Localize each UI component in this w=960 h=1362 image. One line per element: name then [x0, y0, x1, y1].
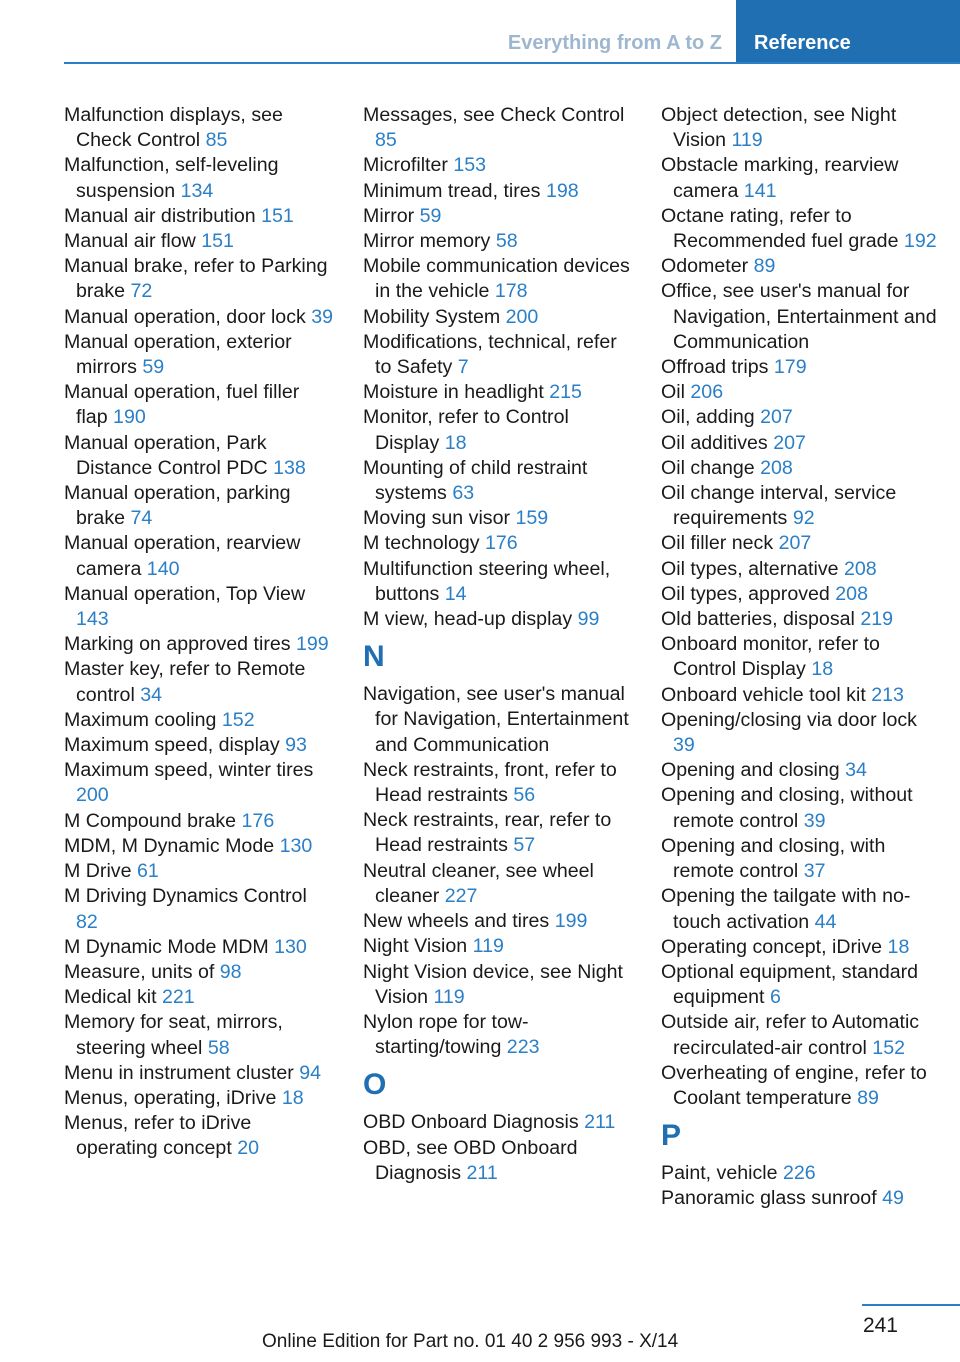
page-reference-link[interactable]: 57: [513, 834, 536, 857]
index-term: Panoramic glass sunroof: [661, 1187, 877, 1210]
index-entry: [661, 456, 941, 481]
index-term: Onboard vehicle tool kit: [661, 683, 866, 706]
index-term: Outside air, refer to Automatic recirculated-air control: [661, 1011, 920, 1059]
index-entry: [64, 582, 334, 632]
index-term: Malfunction, self-leveling suspension: [64, 154, 279, 202]
index-entry: [363, 682, 633, 758]
index-term: Oil, adding: [661, 406, 755, 429]
index-entry: [661, 683, 941, 708]
index-entry: [363, 380, 633, 405]
index-entry: [64, 758, 334, 808]
index-term: Office, see user's manual for Navigation, Entertainment and Communication: [661, 280, 937, 353]
index-term: Mobility System: [363, 305, 501, 328]
index-term: Oil types, alternative: [661, 557, 839, 580]
index-entry: [661, 935, 941, 960]
index-term: Memory for seat, mirrors, steering wheel: [64, 1011, 283, 1059]
index-entry: [661, 254, 941, 279]
page-reference-link[interactable]: 152: [872, 1036, 905, 1059]
index-term: Night Vision device, see Night Vision: [363, 960, 623, 1008]
index-entry: [363, 934, 633, 959]
index-term: M Driving Dynamics Control: [64, 885, 307, 908]
index-entry: [64, 481, 334, 531]
page-reference-link[interactable]: 18: [811, 658, 834, 681]
page-reference-link[interactable]: 119: [731, 129, 763, 152]
index-entry: [363, 254, 633, 304]
page-reference-link[interactable]: 18: [281, 1086, 304, 1109]
page-reference-link[interactable]: 198: [545, 179, 579, 202]
page-reference-link[interactable]: 99: [577, 608, 600, 631]
index-term: Paint, vehicle: [661, 1162, 778, 1185]
index-entry: [64, 330, 334, 380]
index-term: Opening and closing, without remote control: [661, 784, 913, 832]
page-reference-link[interactable]: 130: [279, 834, 313, 857]
page-reference-link[interactable]: 94: [299, 1061, 322, 1084]
index-term: Navigation, see user's manual for Navigation, Entertainment and Communication: [363, 683, 629, 756]
index-entry: [64, 960, 334, 985]
index-term: Menus, operating, iDrive: [64, 1086, 277, 1109]
index-term: Obstacle marking, rearview camera: [661, 154, 899, 202]
page-reference-link[interactable]: 192: [903, 230, 937, 253]
index-term: Menu in instrument cluster: [64, 1061, 294, 1084]
header-section-title: Everything from A to Z: [507, 32, 722, 54]
page-reference-link[interactable]: 200: [505, 305, 539, 328]
header-bar: [64, 0, 960, 64]
index-entry: [661, 279, 941, 355]
page-reference-link[interactable]: 200: [76, 784, 109, 807]
index-term: M Dynamic Mode MDM: [64, 935, 269, 958]
page-reference-link[interactable]: 20: [237, 1137, 260, 1160]
index-term: Maximum speed, winter tires: [64, 759, 314, 782]
page-reference-link[interactable]: 85: [375, 129, 397, 152]
index-entry: [661, 355, 941, 380]
page-reference-link[interactable]: 59: [142, 356, 165, 379]
index-term: Manual operation, exterior mirrors: [64, 330, 292, 379]
page-reference-link[interactable]: 141: [743, 179, 777, 202]
index-entry: [363, 557, 633, 607]
index-term: Master key, refer to Remote control: [64, 658, 306, 706]
index-entry: [363, 506, 633, 531]
index-entry: [64, 733, 334, 758]
index-term: Oil: [661, 381, 685, 404]
index-entry: [64, 884, 334, 934]
index-entry: [661, 481, 941, 531]
page-reference-link[interactable]: 49: [882, 1187, 904, 1210]
index-entry: [661, 1061, 941, 1111]
index-entry: [363, 103, 633, 153]
page-reference-link[interactable]: 39: [803, 809, 826, 832]
index-term: Onboard monitor, refer to Control Display: [661, 633, 880, 681]
index-term: M technology: [363, 532, 480, 555]
index-term: Manual air flow: [64, 230, 196, 253]
index-entry: [64, 809, 334, 834]
index-term: Nylon rope for tow-starting/towing: [363, 1010, 529, 1059]
index-entry: [661, 431, 941, 456]
index-term: OBD, see OBD Onboard Diagnosis: [363, 1136, 578, 1184]
index-entry: [363, 960, 633, 1010]
page-reference-link[interactable]: 34: [845, 759, 867, 782]
index-entry: [64, 254, 334, 304]
page-reference-link[interactable]: 18: [887, 935, 910, 958]
index-term: Menus, refer to iDrive operating concept: [64, 1112, 252, 1160]
index-letter-heading: P: [661, 1119, 682, 1153]
page-reference-link[interactable]: 85: [205, 129, 228, 152]
index-entry: [363, 1010, 633, 1060]
page-reference-link[interactable]: 176: [241, 809, 275, 832]
page-reference-link[interactable]: 119: [472, 935, 504, 958]
index-term: Optional equipment, standard equipment: [661, 960, 919, 1009]
index-entry: [661, 153, 941, 203]
index-term: Maximum speed, display: [64, 734, 280, 757]
index-term: Operating concept, iDrive: [661, 935, 883, 958]
page-reference-link[interactable]: 58: [207, 1036, 230, 1059]
index-term: Opening/closing via door lock: [661, 708, 917, 731]
page-reference-link[interactable]: 92: [792, 507, 815, 530]
index-term: Maximum cooling: [64, 708, 217, 731]
page-reference-link[interactable]: 223: [506, 1036, 540, 1059]
index-term: Manual operation, rearview camera: [64, 532, 301, 580]
page-reference-link[interactable]: 179: [773, 356, 807, 379]
index-entry: [363, 758, 633, 808]
index-term: Mirror: [363, 204, 415, 227]
index-entry: [64, 657, 334, 707]
index-term: Microfilter: [363, 154, 448, 177]
page-number: 241: [862, 1314, 898, 1337]
index-term: Monitor, refer to Control Display: [363, 406, 569, 454]
page-reference-link[interactable]: 56: [513, 784, 536, 807]
index-entry: [363, 330, 633, 380]
index-entry: [363, 808, 633, 858]
page-reference-link[interactable]: 227: [444, 884, 478, 907]
page-reference-link[interactable]: 134: [180, 179, 214, 202]
page-reference-link[interactable]: 59: [419, 204, 442, 227]
page-reference-link[interactable]: 14: [444, 582, 467, 605]
page-reference-link[interactable]: 44: [814, 910, 837, 933]
index-entry: [64, 531, 334, 581]
index-term: Manual operation, fuel filler flap: [64, 381, 300, 429]
index-term: Opening the tailgate with no-touch activation: [661, 885, 911, 933]
index-term: Measure, units of: [64, 960, 215, 983]
index-term: Manual brake, refer to Parking brake: [64, 255, 328, 303]
index-term: Oil change: [661, 456, 755, 479]
index-entry: [661, 758, 941, 783]
index-term: M Drive: [64, 860, 132, 883]
page-reference-link[interactable]: 207: [778, 532, 812, 555]
index-term: Manual operation, Park Distance Control PDC: [64, 431, 268, 479]
page-reference-link[interactable]: 89: [753, 255, 776, 278]
index-term: Malfunction displays, see Check Control: [64, 104, 283, 152]
page-reference-link[interactable]: 37: [803, 860, 826, 883]
index-entry: [661, 405, 941, 430]
index-entry: [661, 884, 941, 934]
page-reference-link[interactable]: 98: [219, 960, 242, 983]
page-reference-link[interactable]: 226: [783, 1162, 816, 1185]
page-reference-link[interactable]: 140: [146, 557, 180, 580]
index-term: Moving sun visor: [363, 507, 511, 530]
index-entry: [661, 1186, 941, 1211]
index-term: Messages, see Check Control: [363, 104, 625, 126]
page-reference-link[interactable]: 151: [201, 230, 234, 253]
page-reference-link[interactable]: 39: [311, 305, 334, 328]
page-reference-link[interactable]: 211: [466, 1161, 498, 1184]
page-reference-link[interactable]: 207: [760, 406, 793, 429]
index-term: Oil change interval, service requirements: [661, 482, 897, 530]
page-reference-link[interactable]: 213: [871, 683, 904, 706]
page-reference-link[interactable]: 34: [140, 683, 163, 706]
index-entry: [64, 380, 334, 430]
index-entry: [661, 783, 941, 833]
index-term: Manual air distribution: [64, 204, 256, 227]
page-reference-link[interactable]: 208: [760, 456, 793, 479]
index-term: Old batteries, disposal: [661, 608, 855, 631]
page-reference-link[interactable]: 119: [433, 985, 465, 1008]
page-reference-link[interactable]: 72: [130, 280, 153, 303]
index-term: Moisture in headlight: [363, 381, 544, 404]
index-term: Medical kit: [64, 986, 157, 1009]
index-term: Odometer: [661, 255, 749, 278]
page-reference-link[interactable]: 208: [835, 582, 868, 605]
index-entry: [661, 557, 941, 582]
index-entry: [64, 204, 334, 229]
page-reference-link[interactable]: 82: [76, 910, 98, 933]
index-letter-heading: N: [363, 640, 385, 674]
page-reference-link[interactable]: 199: [554, 910, 588, 933]
page-reference-link[interactable]: 207: [773, 431, 806, 454]
index-term: Octane rating, refer to Recommended fuel grade: [661, 204, 899, 253]
page-reference-link[interactable]: 18: [444, 431, 467, 454]
index-entry: [64, 305, 334, 330]
index-term: Opening and closing: [661, 759, 840, 782]
index-term: Object detection, see Night Vision: [661, 104, 897, 152]
index-entry: [363, 179, 633, 204]
page-reference-link[interactable]: 190: [113, 406, 146, 429]
index-entry: [363, 531, 633, 556]
index-column-2: [363, 103, 633, 1186]
index-entry: [363, 229, 633, 254]
page-reference-link[interactable]: 176: [485, 532, 518, 555]
index-entry: [661, 1161, 941, 1186]
index-entry: [64, 1061, 334, 1086]
page-reference-link[interactable]: 211: [584, 1111, 616, 1134]
index-term: Offroad trips: [661, 356, 769, 379]
index-entry: [64, 1010, 334, 1060]
page-reference-link[interactable]: 7: [457, 356, 469, 379]
index-entry: [363, 456, 633, 506]
page-reference-link[interactable]: 208: [843, 557, 877, 580]
page-reference-link[interactable]: 130: [274, 935, 307, 958]
index-entry: [64, 153, 334, 203]
index-entry: [661, 380, 941, 405]
page-reference-link[interactable]: 138: [273, 456, 306, 479]
page-reference-link[interactable]: 151: [261, 204, 294, 227]
page-reference-link[interactable]: 93: [285, 734, 307, 757]
edition-text: Online Edition for Part no. 01 40 2 956 993 - X/14: [262, 1331, 679, 1352]
page-reference-link[interactable]: 153: [453, 154, 487, 177]
index-entry: [64, 1111, 334, 1161]
index-term: Mobile communication devices in the vehicle: [363, 255, 630, 303]
index-entry: [64, 985, 334, 1010]
index-entry: [363, 153, 633, 178]
index-entry: [64, 229, 334, 254]
index-term: M view, head-up display: [363, 608, 573, 631]
index-term: Modifications, technical, refer to Safety: [363, 330, 617, 379]
index-entry: [661, 582, 941, 607]
page-reference-link[interactable]: 206: [690, 381, 724, 404]
footer-rule: [862, 1304, 960, 1306]
page-reference-link[interactable]: 159: [515, 507, 549, 530]
index-column-1: [64, 103, 334, 1162]
index-entry: [661, 103, 941, 153]
index-entry: [661, 531, 941, 556]
page-reference-link[interactable]: 39: [673, 734, 695, 757]
index-entry: [661, 204, 941, 254]
page-reference-link[interactable]: 152: [221, 708, 255, 731]
index-term: New wheels and tires: [363, 910, 550, 933]
index-entry: [363, 305, 633, 330]
index-term: Mirror memory: [363, 230, 491, 253]
index-term: Manual operation, parking brake: [64, 482, 291, 530]
page-reference-link[interactable]: 58: [495, 230, 518, 253]
index-term: Neutral cleaner, see wheel cleaner: [363, 859, 594, 907]
page-reference-link[interactable]: 215: [549, 381, 582, 404]
page-reference-link[interactable]: 61: [136, 860, 159, 883]
index-entry: [661, 834, 941, 884]
index-entry: [661, 708, 941, 758]
index-term: Oil filler neck: [661, 532, 774, 555]
page-reference-link[interactable]: 63: [452, 482, 475, 505]
index-entry: [661, 607, 941, 632]
index-entry: [64, 431, 334, 481]
index-term: M Compound brake: [64, 809, 237, 832]
index-term: Neck restraints, rear, refer to Head restraints: [363, 809, 612, 857]
page-reference-link[interactable]: 74: [130, 507, 153, 530]
header-chapter-tab: Reference: [736, 0, 960, 62]
index-entry: [64, 632, 334, 657]
index-term: Marking on approved tires: [64, 633, 291, 656]
index-term: Overheating of engine, refer to Coolant temperature: [661, 1061, 927, 1109]
index-entry: [363, 405, 633, 455]
index-term: Oil types, approved: [661, 582, 830, 605]
index-entry: [661, 632, 941, 682]
index-entry: [64, 1086, 334, 1111]
index-entry: [64, 834, 334, 859]
page-reference-link[interactable]: 219: [860, 608, 894, 631]
index-term: Manual operation, door lock: [64, 305, 306, 328]
index-entry: [661, 1010, 941, 1060]
index-entry: [363, 909, 633, 934]
index-entry: [363, 859, 633, 909]
index-entry: [64, 935, 334, 960]
index-entry: [64, 103, 334, 153]
page-reference-link[interactable]: 199: [296, 633, 329, 656]
index-entry: [64, 859, 334, 884]
index-term: Manual operation, Top View: [64, 582, 306, 605]
index-entry: [363, 1110, 633, 1135]
index-term: Neck restraints, front, refer to Head restraints: [363, 758, 617, 807]
index-term: Night Vision: [363, 935, 468, 958]
page-reference-link[interactable]: 143: [76, 608, 109, 631]
page-reference-link[interactable]: 221: [162, 986, 195, 1009]
index-term: OBD Onboard Diagnosis: [363, 1111, 579, 1134]
index-term: MDM, M Dynamic Mode: [64, 834, 275, 857]
page-reference-link[interactable]: 89: [857, 1086, 879, 1109]
index-column-3: [661, 103, 941, 1212]
index-entry: [363, 1136, 633, 1186]
index-term: Multifunction steering wheel, buttons: [363, 557, 611, 605]
index-entry: [64, 708, 334, 733]
index-term: Opening and closing, with remote control: [661, 834, 886, 883]
page-reference-link[interactable]: 178: [494, 280, 528, 303]
index-term: Oil additives: [661, 431, 768, 454]
page-reference-link[interactable]: 6: [769, 986, 781, 1009]
index-letter-heading: O: [363, 1068, 387, 1102]
index-term: Minimum tread, tires: [363, 179, 541, 202]
index-term: Mounting of child restraint systems: [363, 456, 588, 505]
index-entry: [661, 960, 941, 1010]
index-entry: [363, 204, 633, 229]
index-entry: [363, 607, 633, 632]
